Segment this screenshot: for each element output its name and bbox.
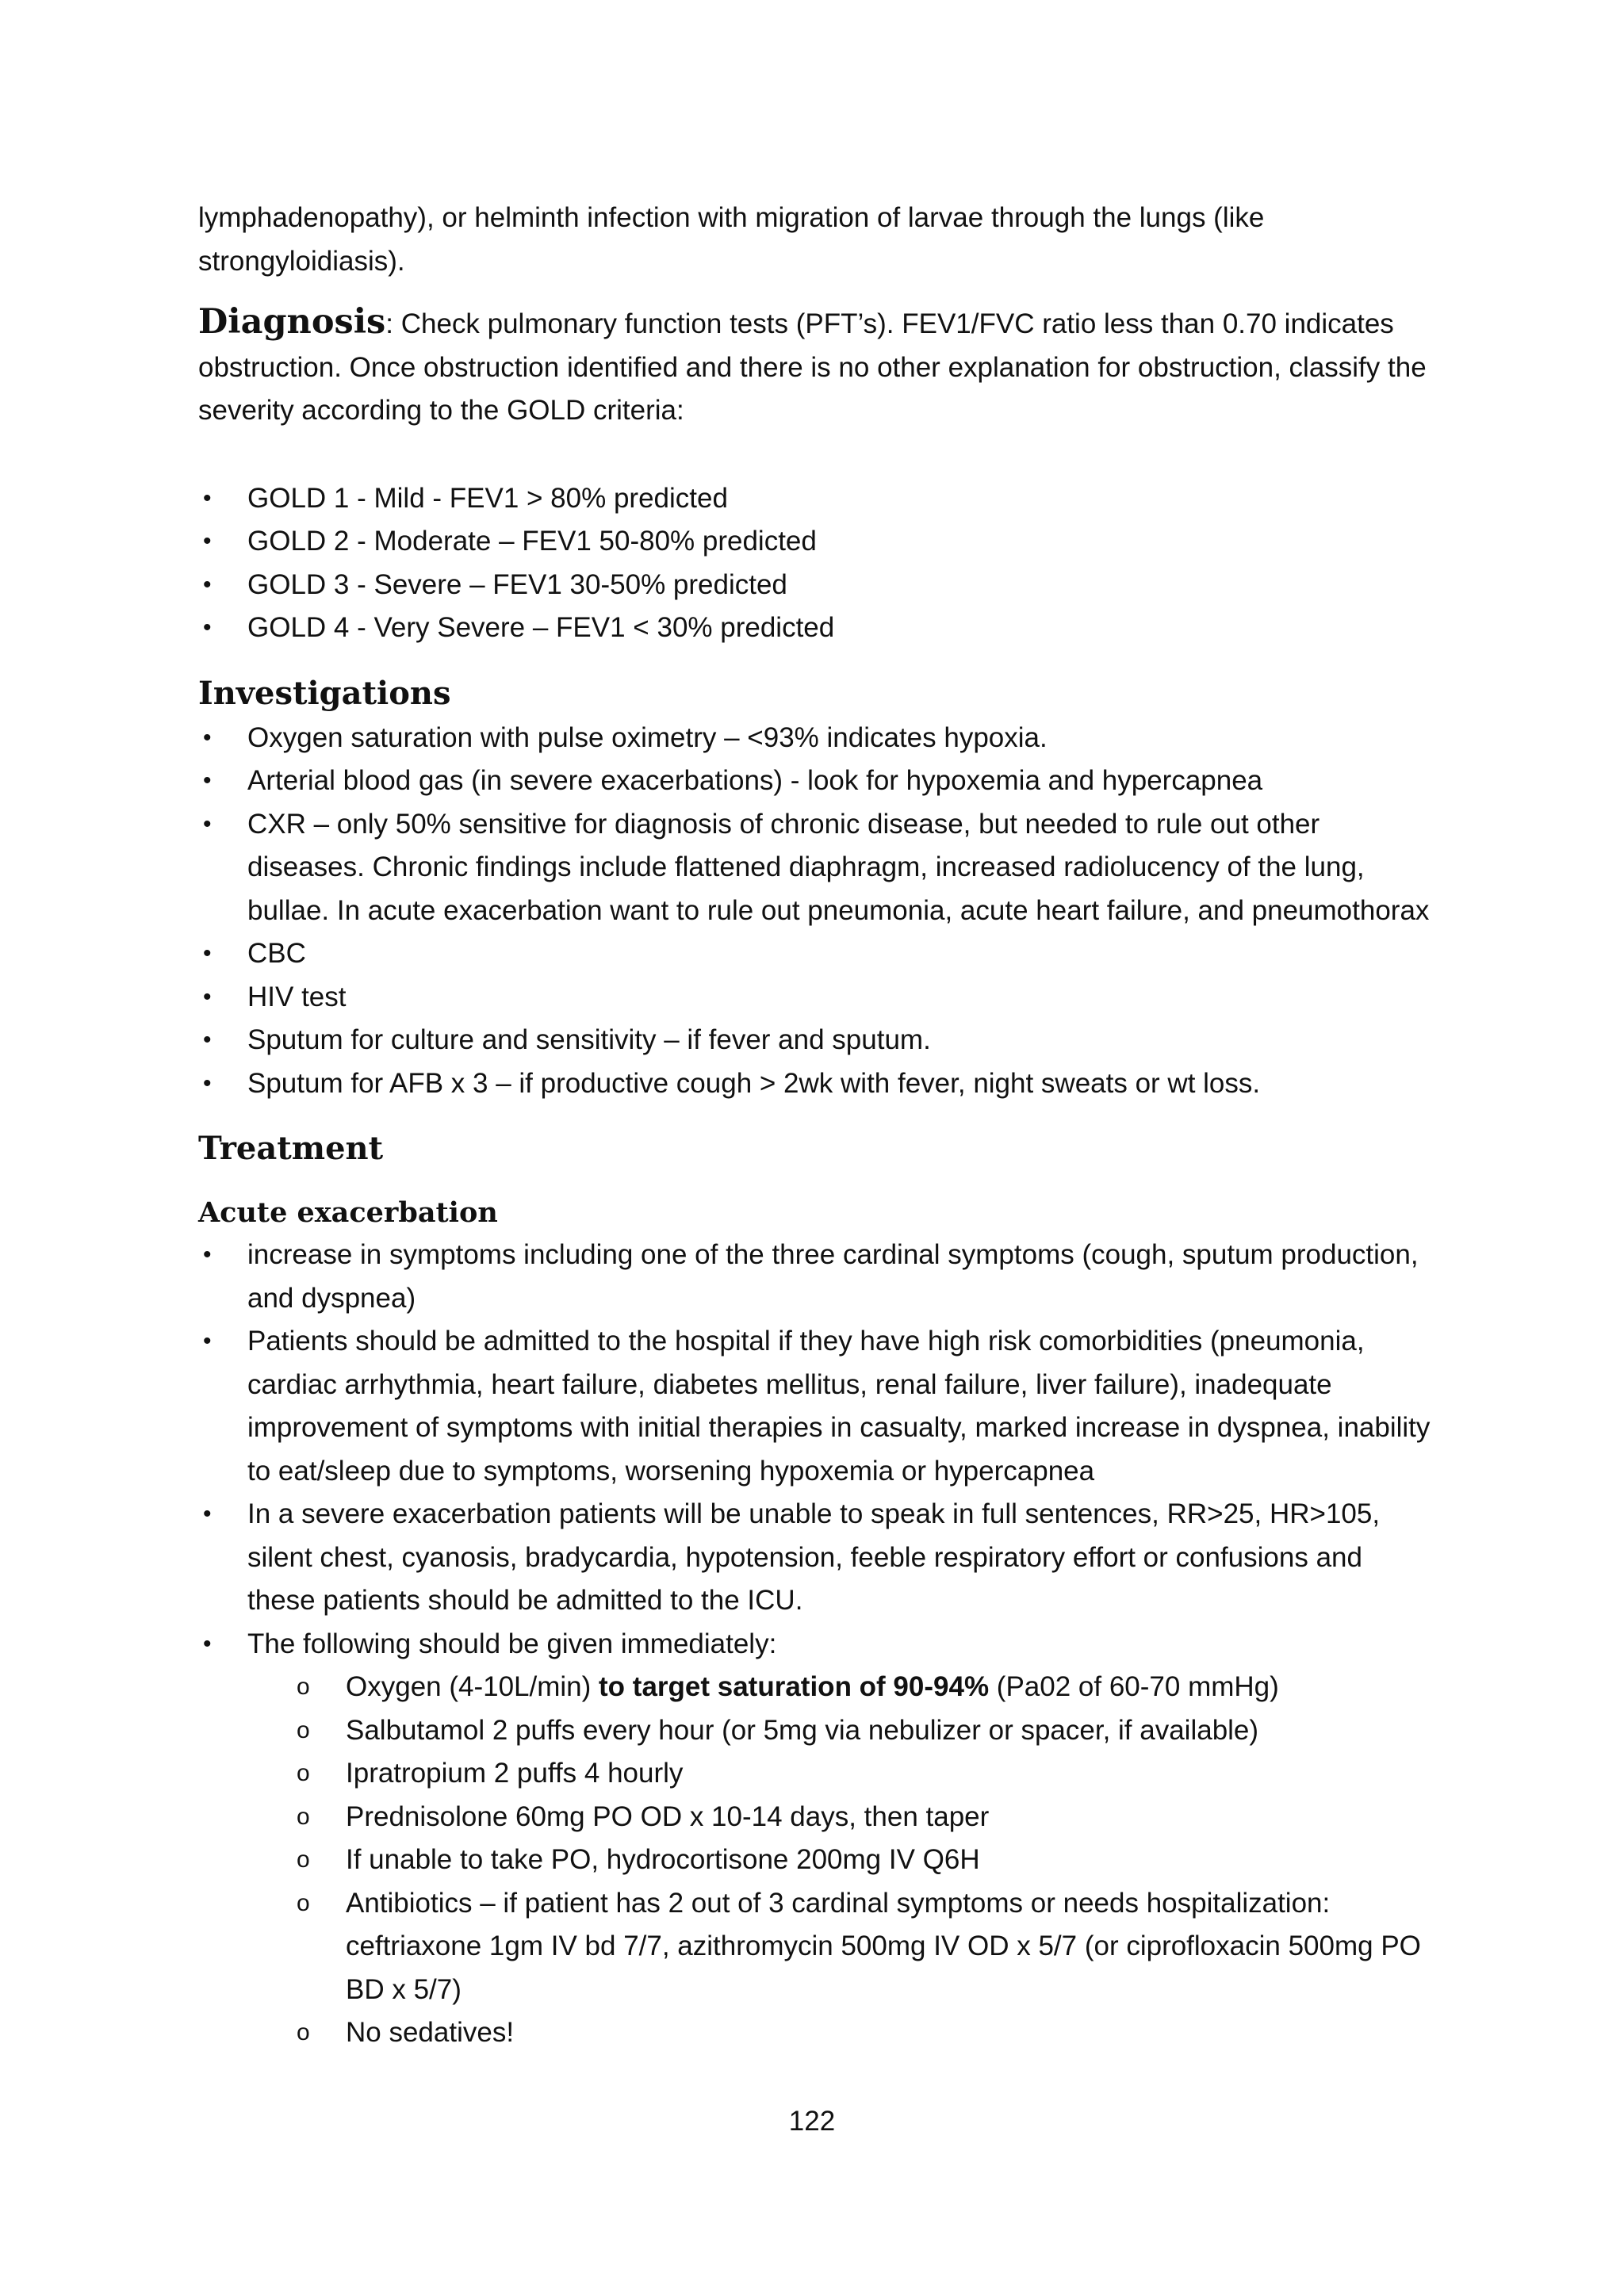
bullet-icon: • — [203, 940, 212, 966]
circle-bullet-icon: o — [297, 1760, 310, 1786]
intro-paragraph — [198, 197, 1435, 283]
subitem-text: If unable to take PO, hydrocortisone 200mg IV Q6H — [346, 1844, 980, 1875]
investigation-text: Oxygen saturation with pulse oximetry – <93% indicates hypoxia. — [247, 721, 1048, 753]
list-item — [198, 2011, 1435, 2055]
investigation-text: CXR – only 50% sensitive for diagnosis of chronic disease, but needed to rule out other diseases. Chronic findings include flattened diaphragm, increased radiolucency of the lung, bullae. In acute exacerbation want to rule out pneumonia, acute heart failure, and pneumothorax — [247, 808, 1430, 926]
subitem-text: No sedatives! — [346, 2017, 515, 2048]
list-item — [198, 1623, 1435, 2055]
investigations-list — [198, 717, 1435, 1106]
investigation-text: HIV test — [247, 981, 347, 1012]
bullet-icon: • — [203, 1630, 212, 1657]
oxygen-text: Oxygen (4-10L/min) — [346, 1671, 599, 1702]
immediate-treatment-list — [247, 1666, 1435, 2055]
diagnosis-text: : Check pulmonary function tests (PFT’s). FEV1/FVC ratio less than 0.70 indicates obstruction. Once obstruction identified and there is no other explanation for obstruction, classify the severity according to the GOLD criteria: — [198, 308, 1427, 426]
list-item — [198, 717, 1435, 760]
gold-criteria-list — [198, 477, 1435, 650]
subitem-text: Prednisolone 60mg PO OD x 10-14 days, then taper — [346, 1800, 990, 1832]
investigation-text: CBC — [247, 938, 306, 969]
diagnosis-paragraph — [198, 300, 1435, 433]
list-item — [198, 1062, 1435, 1106]
circle-bullet-icon: o — [297, 1846, 310, 1873]
treatment-text: In a severe exacerbation patients will be unable to speak in full sentences, RR>25, HR>105, silent chest, cyanosis, bradycardia, hypotension, feeble respiratory effort or confusions and these patients should be admitted to the ICU. — [247, 1498, 1381, 1616]
list-item — [198, 1019, 1435, 1062]
bullet-icon: • — [203, 767, 212, 794]
list-item — [198, 1320, 1435, 1493]
list-item — [198, 1709, 1435, 1753]
investigations-heading: Investigations — [198, 674, 451, 712]
list-item — [198, 1493, 1435, 1623]
bullet-icon: • — [203, 571, 212, 598]
treatment-list — [198, 1234, 1435, 2055]
list-item — [198, 520, 1435, 564]
list-item — [198, 1234, 1435, 1320]
bullet-icon: • — [203, 1328, 212, 1354]
list-item — [198, 803, 1435, 933]
list-item — [198, 1839, 1435, 1882]
circle-bullet-icon: o — [297, 1889, 310, 1916]
page-number: 122 — [788, 2106, 836, 2137]
bullet-icon: • — [203, 1501, 212, 1527]
list-item — [198, 607, 1435, 650]
bullet-icon: • — [203, 810, 212, 837]
bullet-icon: • — [203, 614, 212, 641]
circle-bullet-icon: o — [297, 1803, 310, 1830]
list-item — [198, 976, 1435, 1020]
bullet-icon: • — [203, 1242, 212, 1268]
treatment-text: Patients should be admitted to the hospital if they have high risk comorbidities (pneumonia, cardiac arrhythmia, heart failure, diabetes mellitus, renal failure, liver failure), inadequate improvement of symptoms with initial therapies in casualty, marked increase in dyspnea, inability to eat/sleep due to symptoms, worsening hypoxemia or hypercapnea — [247, 1326, 1431, 1487]
diagnosis-heading: Diagnosis — [198, 302, 386, 342]
investigation-text: Sputum for AFB x 3 – if productive cough > 2wk with fever, night sweats or wt loss. — [247, 1067, 1261, 1099]
intro-line-2: strongyloidiasis). — [198, 245, 405, 277]
investigation-text: Arterial blood gas (in severe exacerbations) - look for hypoxemia and hypercapnea — [247, 765, 1263, 796]
treatment-heading: Treatment — [198, 1130, 384, 1167]
gold-item-text: GOLD 4 - Very Severe – FEV1 < 30% predicted — [247, 612, 835, 643]
bullet-icon: • — [203, 983, 212, 1010]
gold-item-text: GOLD 2 - Moderate – FEV1 50-80% predicted — [247, 526, 817, 557]
bullet-icon: • — [203, 1027, 212, 1053]
page-content — [198, 197, 1435, 2055]
list-item — [198, 564, 1435, 607]
bullet-icon: • — [203, 1070, 212, 1096]
list-item — [198, 1666, 1435, 1709]
circle-bullet-icon: o — [297, 2019, 310, 2045]
intro-line-1: lymphadenopathy), or helminth infection with migration of larvae through the lungs (like — [198, 202, 1265, 233]
subitem-text: Salbutamol 2 puffs every hour (or 5mg via nebulizer or spacer, if available) — [346, 1714, 1259, 1746]
investigation-text: Sputum for culture and sensitivity – if fever and sputum. — [247, 1024, 931, 1055]
circle-bullet-icon: o — [297, 1674, 310, 1700]
subitem-text: Ipratropium 2 puffs 4 hourly — [346, 1758, 684, 1789]
list-item — [198, 760, 1435, 803]
list-item — [198, 1752, 1435, 1796]
gold-item-text: GOLD 1 - Mild - FEV1 > 80% predicted — [247, 482, 728, 514]
list-item — [198, 477, 1435, 521]
oxygen-pa02-text: (Pa02 of 60-70 mmHg) — [989, 1671, 1279, 1702]
acute-exacerbation-heading: Acute exacerbation — [198, 1196, 498, 1229]
bullet-icon: • — [203, 724, 212, 751]
list-item — [198, 1796, 1435, 1839]
oxygen-target-text: to target saturation of 90-94% — [599, 1671, 990, 1702]
circle-bullet-icon: o — [297, 1716, 310, 1743]
subitem-text: Antibiotics – if patient has 2 out of 3 cardinal symptoms or needs hospitalization: ceftriaxone 1gm IV bd 7/7, azithromycin 500mg IV OD x 5/7 (or ciprofloxacin 500mg PO BD x 5/7) — [346, 1887, 1421, 2005]
bullet-icon: • — [203, 484, 212, 511]
gold-item-text: GOLD 3 - Severe – FEV1 30-50% predicted — [247, 568, 787, 600]
treatment-text: The following should be given immediately: — [247, 1628, 777, 1659]
bullet-icon: • — [203, 528, 212, 554]
list-item — [198, 932, 1435, 976]
treatment-text: increase in symptoms including one of the three cardinal symptoms (cough, sputum production, and dyspnea) — [247, 1239, 1419, 1314]
list-item — [198, 1882, 1435, 2012]
